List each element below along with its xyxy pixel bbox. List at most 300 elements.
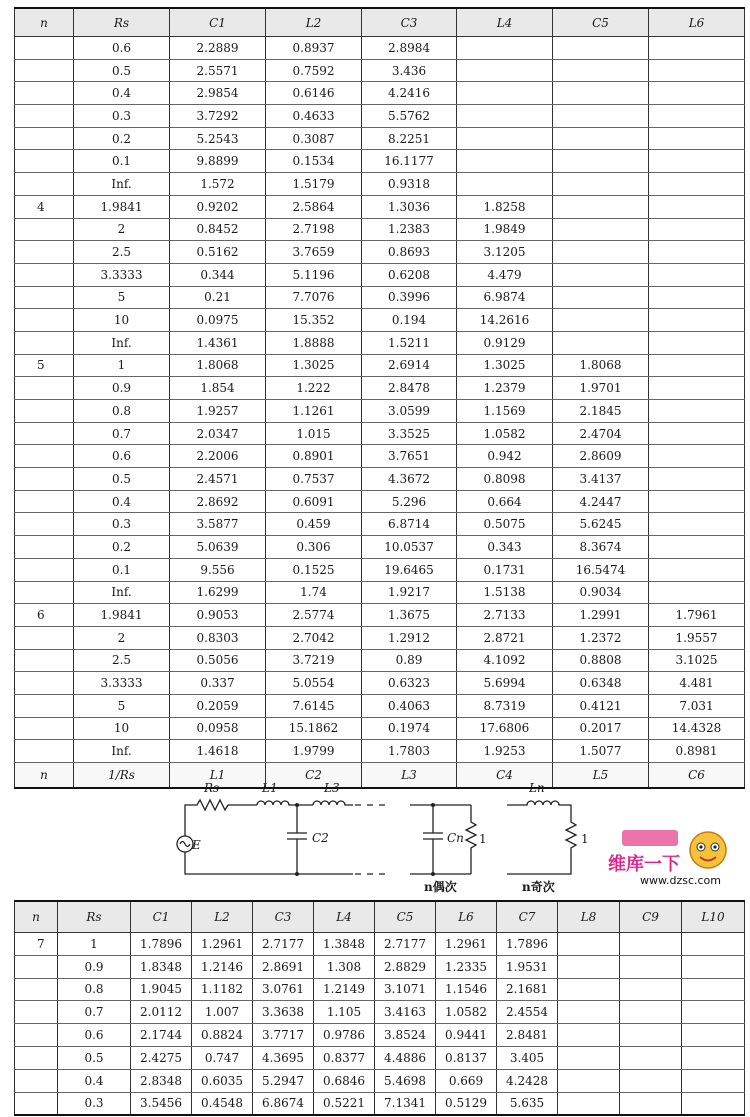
- table-cell: [620, 1046, 682, 1069]
- table-cell: [457, 82, 553, 105]
- table-cell: 0.747: [192, 1046, 253, 1069]
- table-cell: 6.8714: [362, 513, 457, 536]
- table-cell: [558, 1046, 620, 1069]
- table-cell: [15, 150, 74, 173]
- table-cell: [15, 740, 74, 763]
- table-cell: 1.308: [314, 955, 375, 978]
- odd-load-label: 1: [581, 832, 589, 846]
- footer-cell: L5: [553, 763, 649, 789]
- column-header: n: [15, 901, 58, 933]
- table-cell: 1.8258: [457, 195, 553, 218]
- table-cell: 14.2616: [457, 309, 553, 332]
- table-cell: 1.9217: [362, 581, 457, 604]
- ln-label: Ln: [529, 781, 545, 795]
- table-cell: 7.7076: [266, 286, 362, 309]
- table-cell: 1.9045: [131, 978, 192, 1001]
- table-cell: [15, 581, 74, 604]
- table-cell: [15, 422, 74, 445]
- table-cell: 0.8098: [457, 468, 553, 491]
- table-cell: 1.74: [266, 581, 362, 604]
- table-cell: 1.3848: [314, 933, 375, 956]
- table-cell: 2.7133: [457, 604, 553, 627]
- table-cell: 5: [15, 354, 74, 377]
- c2-label: C2: [312, 831, 329, 845]
- table-cell: [649, 354, 745, 377]
- table-cell: 4.2447: [553, 490, 649, 513]
- table-cell: 2.8692: [170, 490, 266, 513]
- table-cell: 0.6035: [192, 1069, 253, 1092]
- table-cell: 1.572: [170, 173, 266, 196]
- table-cell: 3.7292: [170, 105, 266, 128]
- table-cell: [553, 195, 649, 218]
- table-cell: 1.9849: [457, 218, 553, 241]
- table-cell: 0.669: [436, 1069, 497, 1092]
- table-cell: 2.8609: [553, 445, 649, 468]
- table-cell: 2.7042: [266, 626, 362, 649]
- table-cell: [15, 59, 74, 82]
- column-header: C1: [170, 8, 266, 37]
- table-row: [15, 933, 745, 956]
- table-cell: 0.5129: [436, 1092, 497, 1115]
- table-cell: [649, 286, 745, 309]
- table-cell: [15, 241, 74, 264]
- table-cell: [682, 978, 745, 1001]
- table-cell: [15, 173, 74, 196]
- table-cell: 0.4633: [266, 105, 362, 128]
- table-cell: 10: [74, 717, 170, 740]
- table-cell: 4.2428: [497, 1069, 558, 1092]
- table-row: [15, 218, 745, 241]
- table-row: [15, 1024, 745, 1047]
- table-cell: [649, 37, 745, 60]
- table-cell: 0.5221: [314, 1092, 375, 1115]
- table-cell: [457, 150, 553, 173]
- table-cell: [15, 445, 74, 468]
- table-row: [15, 604, 745, 627]
- table-cell: 5.0639: [170, 536, 266, 559]
- table-row: [15, 468, 745, 491]
- table-cell: 0.6: [58, 1024, 131, 1047]
- table-cell: 1.2383: [362, 218, 457, 241]
- table-cell: 4.479: [457, 263, 553, 286]
- table-row: [15, 286, 745, 309]
- table-cell: 1.1182: [192, 978, 253, 1001]
- table-cell: 0.6: [74, 445, 170, 468]
- table-cell: 5: [74, 286, 170, 309]
- table-cell: 1.9701: [553, 377, 649, 400]
- watermark-title: 维库一下: [608, 854, 680, 875]
- even-order-caption: n偶次: [424, 880, 457, 894]
- table-cell: 0.0975: [170, 309, 266, 332]
- table-row: [15, 626, 745, 649]
- table-cell: [682, 933, 745, 956]
- table-cell: 0.5162: [170, 241, 266, 264]
- table-cell: 1: [58, 933, 131, 956]
- table-cell: [649, 377, 745, 400]
- table-cell: 3.3638: [253, 1001, 314, 1024]
- table-row: [15, 536, 745, 559]
- column-header: L4: [314, 901, 375, 933]
- table-header: [15, 8, 745, 37]
- table-cell: 3.4137: [553, 468, 649, 491]
- table-cell: 2.6914: [362, 354, 457, 377]
- table-cell: 6.8674: [253, 1092, 314, 1115]
- table-cell: [15, 672, 74, 695]
- table-cell: 2: [74, 626, 170, 649]
- table-cell: [682, 1092, 745, 1115]
- table-cell: [15, 1001, 58, 1024]
- table-cell: 1.7896: [497, 933, 558, 956]
- table-cell: 2.2006: [170, 445, 266, 468]
- odd-order-caption: n奇次: [522, 880, 555, 894]
- even-load-label: 1: [479, 832, 487, 846]
- table-row: [15, 331, 745, 354]
- footer-cell: C4: [457, 763, 553, 789]
- table-cell: 0.21: [170, 286, 266, 309]
- table-cell: 0.1525: [266, 558, 362, 581]
- table-cell: 2.8348: [131, 1069, 192, 1092]
- table-row: [15, 955, 745, 978]
- table-cell: [649, 241, 745, 264]
- table-cell: [15, 513, 74, 536]
- table-cell: [649, 490, 745, 513]
- table-cell: 3.0599: [362, 400, 457, 423]
- table-cell: [457, 127, 553, 150]
- column-header: C9: [620, 901, 682, 933]
- l3-label: L3: [324, 781, 340, 795]
- table-cell: 0.4063: [362, 694, 457, 717]
- table-cell: 1.0582: [457, 422, 553, 445]
- table-cell: 0.8981: [649, 740, 745, 763]
- rs-label: Rs: [204, 781, 220, 795]
- table-cell: 0.2017: [553, 717, 649, 740]
- table-cell: 1.6299: [170, 581, 266, 604]
- table-cell: 0.89: [362, 649, 457, 672]
- table-row: [15, 1069, 745, 1092]
- table-cell: [15, 694, 74, 717]
- table-cell: [553, 263, 649, 286]
- table-cell: 3.8524: [375, 1024, 436, 1047]
- column-header: Rs: [58, 901, 131, 933]
- table-row: [15, 309, 745, 332]
- table-cell: 3.7717: [253, 1024, 314, 1047]
- table-cell: 3.5456: [131, 1092, 192, 1115]
- table-cell: 0.0958: [170, 717, 266, 740]
- table-cell: 5.635: [497, 1092, 558, 1115]
- table-cell: [15, 490, 74, 513]
- table-cell: 0.8377: [314, 1046, 375, 1069]
- table-row: [15, 1092, 745, 1115]
- table-cell: 5.5762: [362, 105, 457, 128]
- table-cell: 5: [74, 694, 170, 717]
- table-cell: [558, 955, 620, 978]
- column-header: L4: [457, 8, 553, 37]
- table-cell: 4.3695: [253, 1046, 314, 1069]
- table-row: [15, 354, 745, 377]
- table-cell: [15, 955, 58, 978]
- table-cell: [558, 1069, 620, 1092]
- column-header: C3: [253, 901, 314, 933]
- table-cell: 1.3025: [457, 354, 553, 377]
- table-cell: 0.459: [266, 513, 362, 536]
- table-row: [15, 672, 745, 695]
- table-cell: [620, 933, 682, 956]
- table-cell: 1.105: [314, 1001, 375, 1024]
- table-cell: 1.9557: [649, 626, 745, 649]
- table-row: [15, 649, 745, 672]
- table-cell: 0.9786: [314, 1024, 375, 1047]
- table-cell: 0.6846: [314, 1069, 375, 1092]
- table-cell: 0.3: [74, 513, 170, 536]
- table-cell: 1.1261: [266, 400, 362, 423]
- table-cell: [620, 1092, 682, 1115]
- footer-cell: 1/Rs: [74, 763, 170, 789]
- column-header: L6: [649, 8, 745, 37]
- column-header: L10: [682, 901, 745, 933]
- table-cell: 0.1: [74, 150, 170, 173]
- table-cell: [457, 105, 553, 128]
- table-cell: 5.296: [362, 490, 457, 513]
- table-cell: 1.9253: [457, 740, 553, 763]
- cn-label: Cn: [447, 831, 464, 845]
- table-cell: 0.2: [74, 536, 170, 559]
- table-cell: [682, 1046, 745, 1069]
- table-row: [15, 400, 745, 423]
- table-cell: [649, 468, 745, 491]
- table-cell: [15, 978, 58, 1001]
- table-cell: 16.1177: [362, 150, 457, 173]
- filter-table-upper: [14, 7, 745, 789]
- table-cell: [15, 1046, 58, 1069]
- table-cell: 4.481: [649, 672, 745, 695]
- table-cell: 0.1731: [457, 558, 553, 581]
- table-cell: Inf.: [74, 740, 170, 763]
- table-cell: [553, 59, 649, 82]
- table-cell: [620, 955, 682, 978]
- table-cell: 1.2991: [553, 604, 649, 627]
- table-cell: [457, 59, 553, 82]
- table-cell: 2.5571: [170, 59, 266, 82]
- table-cell: 5.0554: [266, 672, 362, 695]
- table-cell: 2.1845: [553, 400, 649, 423]
- table-cell: [620, 1024, 682, 1047]
- table-row: [15, 694, 745, 717]
- table-cell: 0.4: [74, 490, 170, 513]
- column-header: C1: [131, 901, 192, 933]
- table-cell: 1.2335: [436, 955, 497, 978]
- table-cell: [558, 1024, 620, 1047]
- table-cell: 0.5056: [170, 649, 266, 672]
- footer-cell: L1: [170, 763, 266, 789]
- table-cell: 9.8899: [170, 150, 266, 173]
- table-cell: 0.1: [74, 558, 170, 581]
- table-cell: [15, 1024, 58, 1047]
- table-cell: 1: [74, 354, 170, 377]
- table-cell: 1.2372: [553, 626, 649, 649]
- table-row: [15, 377, 745, 400]
- table-cell: 1.9531: [497, 955, 558, 978]
- table-cell: 0.7: [74, 422, 170, 445]
- table-cell: 0.4: [58, 1069, 131, 1092]
- table-cell: 7.031: [649, 694, 745, 717]
- table-cell: [620, 978, 682, 1001]
- table-cell: 1.5179: [266, 173, 362, 196]
- table-row: [15, 1001, 745, 1024]
- table-cell: 1.8888: [266, 331, 362, 354]
- table-cell: 2.5: [74, 649, 170, 672]
- table-cell: 1.0582: [436, 1001, 497, 1024]
- table-cell: 1.2961: [192, 933, 253, 956]
- table-cell: [457, 173, 553, 196]
- table-cell: Inf.: [74, 173, 170, 196]
- table-cell: 4.2416: [362, 82, 457, 105]
- watermark-url: www.dzsc.com: [640, 874, 722, 887]
- table-cell: 1.4361: [170, 331, 266, 354]
- table-cell: 5.2947: [253, 1069, 314, 1092]
- table-cell: [15, 127, 74, 150]
- table-cell: 0.8693: [362, 241, 457, 264]
- table-cell: 6: [15, 604, 74, 627]
- table-cell: 0.1974: [362, 717, 457, 740]
- table-cell: 0.7: [58, 1001, 131, 1024]
- table-cell: [15, 1092, 58, 1115]
- footer-cell: C6: [649, 763, 745, 789]
- table-cell: [558, 978, 620, 1001]
- table-cell: 7.1341: [375, 1092, 436, 1115]
- table-cell: [558, 1092, 620, 1115]
- table-cell: [649, 173, 745, 196]
- column-header: C5: [553, 8, 649, 37]
- table-cell: 8.7319: [457, 694, 553, 717]
- table-row: [15, 150, 745, 173]
- table-cell: 0.4548: [192, 1092, 253, 1115]
- column-header: L2: [266, 8, 362, 37]
- table-cell: [15, 286, 74, 309]
- table-cell: 0.6348: [553, 672, 649, 695]
- table-cell: [649, 218, 745, 241]
- table-cell: 0.8: [58, 978, 131, 1001]
- table-cell: 1.1569: [457, 400, 553, 423]
- table-cell: 3.7219: [266, 649, 362, 672]
- table-cell: [649, 400, 745, 423]
- table-cell: 0.5: [74, 59, 170, 82]
- table-cell: [15, 377, 74, 400]
- source-e-label: E: [192, 838, 201, 852]
- dzsc-watermark-logo: [600, 828, 742, 890]
- table-cell: 2.7177: [375, 933, 436, 956]
- table-cell: [649, 263, 745, 286]
- table-cell: 0.194: [362, 309, 457, 332]
- table-cell: [553, 241, 649, 264]
- table-cell: [682, 955, 745, 978]
- table-cell: 0.9: [74, 377, 170, 400]
- table-row: [15, 490, 745, 513]
- table-cell: [649, 513, 745, 536]
- table-cell: 0.7537: [266, 468, 362, 491]
- table-cell: 3.436: [362, 59, 457, 82]
- table-row: [15, 37, 745, 60]
- table-cell: [682, 1001, 745, 1024]
- table-cell: [553, 331, 649, 354]
- table-cell: 0.344: [170, 263, 266, 286]
- table-cell: 1.5211: [362, 331, 457, 354]
- table-cell: [620, 1069, 682, 1092]
- table-cell: 5.2543: [170, 127, 266, 150]
- column-header: L6: [436, 901, 497, 933]
- table-cell: 1.854: [170, 377, 266, 400]
- table-cell: 0.306: [266, 536, 362, 559]
- table-cell: 2: [74, 218, 170, 241]
- l1-label: L1: [262, 781, 278, 795]
- table-row: [15, 105, 745, 128]
- table-cell: 2.8691: [253, 955, 314, 978]
- table-cell: 15.352: [266, 309, 362, 332]
- table-cell: [15, 309, 74, 332]
- table-cell: 0.5: [74, 468, 170, 491]
- table-cell: 0.8824: [192, 1024, 253, 1047]
- column-header: n: [15, 8, 74, 37]
- column-header: C5: [375, 901, 436, 933]
- table-cell: 1.015: [266, 422, 362, 445]
- table-cell: [15, 400, 74, 423]
- table-cell: [553, 218, 649, 241]
- table-cell: 10.0537: [362, 536, 457, 559]
- table-row: [15, 513, 745, 536]
- ladder-filter-circuit-diagram: [175, 778, 515, 896]
- table-cell: 0.9053: [170, 604, 266, 627]
- table-cell: 2.2889: [170, 37, 266, 60]
- table-cell: 1.3675: [362, 604, 457, 627]
- table-cell: 0.3: [58, 1092, 131, 1115]
- table-cell: [558, 933, 620, 956]
- table-cell: [15, 626, 74, 649]
- table-cell: [553, 286, 649, 309]
- table-cell: 2.5864: [266, 195, 362, 218]
- table-cell: 2.0347: [170, 422, 266, 445]
- table-cell: 0.1534: [266, 150, 362, 173]
- table-cell: [15, 649, 74, 672]
- table-cell: 0.3087: [266, 127, 362, 150]
- table-row: [15, 740, 745, 763]
- table-cell: 5.1196: [266, 263, 362, 286]
- table-row: [15, 1046, 745, 1069]
- table-cell: 3.0761: [253, 978, 314, 1001]
- table-cell: 1.2146: [192, 955, 253, 978]
- table-cell: [649, 127, 745, 150]
- table-cell: [682, 1024, 745, 1047]
- table-cell: 0.2: [74, 127, 170, 150]
- table-cell: [553, 37, 649, 60]
- table-cell: 14.4328: [649, 717, 745, 740]
- table-cell: [558, 1001, 620, 1024]
- table-cell: 19.6465: [362, 558, 457, 581]
- table-cell: [553, 127, 649, 150]
- table-cell: 4.1092: [457, 649, 553, 672]
- table-cell: 2.4554: [497, 1001, 558, 1024]
- table-cell: 3.3333: [74, 672, 170, 695]
- table-cell: 7.6145: [266, 694, 362, 717]
- table-cell: 3.4163: [375, 1001, 436, 1024]
- table-cell: [649, 536, 745, 559]
- table-cell: [649, 195, 745, 218]
- table-cell: [649, 331, 745, 354]
- table-cell: 17.6806: [457, 717, 553, 740]
- table-cell: 0.7592: [266, 59, 362, 82]
- table-cell: 0.8303: [170, 626, 266, 649]
- table-cell: [15, 1069, 58, 1092]
- table-cell: 2.1744: [131, 1024, 192, 1047]
- table-cell: 1.8348: [131, 955, 192, 978]
